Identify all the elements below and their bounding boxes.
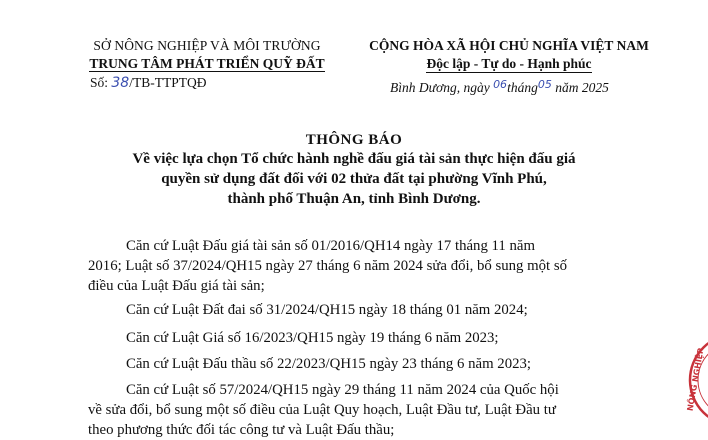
paragraph-1-line-1: [88, 236, 535, 256]
paragraph-1-line-3: điều của Luật Đấu giá tài sản;: [88, 278, 265, 294]
handwritten-number: 38: [111, 75, 130, 91]
paragraph-2: Căn cứ Luật Đất đai số 31/2024/QH15 ngày 18 tháng 01 năm 2024;: [126, 302, 528, 318]
paragraph-1-line-2: 2016; Luật số 37/2024/QH15 ngày 27 tháng 6 năm 2024 sửa đổi, bổ sung một số: [88, 258, 568, 274]
seal-text: NÔNG NGHIỆP: [685, 347, 706, 412]
national-header-block: [350, 38, 668, 73]
ministry-name: SỞ NÔNG NGHIỆP VÀ MÔI TRƯỜNG: [93, 38, 321, 53]
paragraph-5-line-3: theo phương thức đối tác công tư và Luật Đấu thầu;: [88, 422, 395, 438]
nation-name: CỘNG HÒA XÃ HỘI CHỦ NGHĨA VIỆT NAM: [369, 38, 649, 53]
center-name-text: TRUNG TÂM PHÁT TRIỂN QUỸ ĐẤT: [89, 56, 325, 71]
paragraph-3: Căn cứ Luật Giá số 16/2023/QH15 ngày 19 tháng 6 năm 2023;: [126, 330, 499, 346]
issue-date: [390, 80, 609, 96]
paragraph-4: Căn cứ Luật Đấu thầu số 22/2023/QH15 ngày 23 tháng 6 năm 2023;: [126, 356, 532, 372]
issuing-agency-block: [72, 38, 342, 91]
paragraph-5-line-1: Căn cứ Luật số 57/2024/QH15 ngày 29 tháng 11 năm 2024 của Quốc hội: [126, 382, 559, 398]
national-motto: Độc lập - Tự do - Hạnh phúc: [426, 56, 592, 71]
center-name: [72, 56, 342, 72]
notice-subject-line-3: thành phố Thuận An, tỉnh Bình Dương.: [227, 191, 481, 207]
date-prefix: Bình Dương, ngày: [390, 80, 490, 95]
document-number: [72, 75, 342, 91]
official-seal-stamp: [684, 320, 708, 440]
number-suffix: /TB-TTPTQĐ: [129, 75, 207, 90]
year-text: năm 2025: [555, 80, 609, 95]
month-word: tháng: [507, 80, 538, 95]
notice-subject-line-1: Về việc lựa chọn Tổ chức hành nghề đấu giá tài sản thực hiện đấu giá: [132, 151, 576, 167]
notice-subject-line-2: quyền sử dụng đất đối với 02 thửa đất tại phường Vĩnh Phú,: [161, 171, 547, 187]
paragraph-1-line-1-text: Căn cứ Luật Đấu giá tài sản số 01/2016/QH14 ngày 17 tháng 11 năm: [126, 238, 535, 254]
number-prefix: Số:: [90, 75, 109, 90]
handwritten-day: 06: [493, 78, 508, 91]
paragraph-5-line-2: về sửa đổi, bổ sung một số điều của Luật Quy hoạch, Luật Đầu tư, Luật Đầu tư: [88, 402, 556, 418]
notice-title: THÔNG BÁO: [305, 132, 403, 148]
handwritten-month: 05: [537, 78, 552, 91]
